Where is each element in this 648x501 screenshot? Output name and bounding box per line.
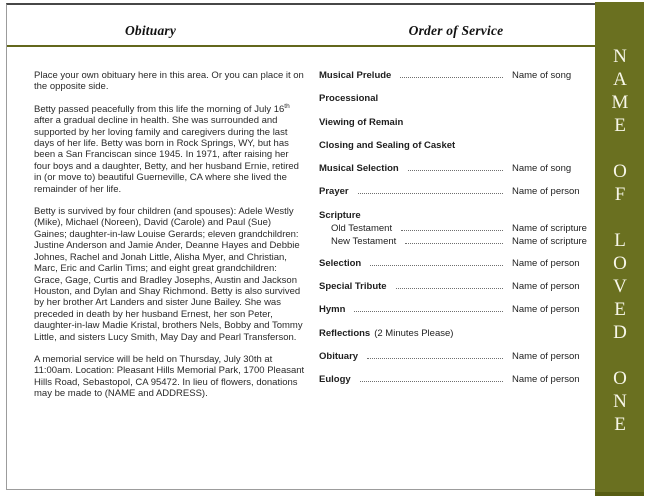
sidebar-banner [595,2,644,496]
service-row-scripture [319,210,596,222]
dot-leader [360,380,503,382]
order-of-service-title: Order of Service [408,23,504,38]
obituary-placeholder-paragraph: Place your own obituary here in this area. Or you can place it on the opposite side. [34,70,304,93]
service-row-selection [319,258,596,270]
order-of-service-column [319,70,596,411]
page-content [7,47,643,411]
service-row-note: (2 Minutes Please) [374,327,454,339]
service-row-label: Obituary [319,350,359,362]
sidebar-vertical-text: NAME OF LOVED ONE [609,46,631,437]
service-row-value: Name of scripture [512,235,587,247]
service-row-label: Viewing of Remain [319,116,404,128]
service-row-value: Name of scripture [512,222,587,234]
service-row-value: Name of person [512,186,580,198]
service-row-label: Old Testament [331,222,393,234]
service-row-prayer [319,186,596,198]
service-row-musical-prelude [319,70,596,82]
service-row-special-tribute [319,281,596,293]
service-row-value: Name of song [512,70,572,81]
obituary-title: Obituary [124,23,177,38]
dot-leader [401,229,503,231]
service-row-closing-and-sealing [319,140,596,152]
service-row-value: Name of person [512,374,580,386]
service-row-musical-selection [319,163,596,175]
obituary-column [34,70,306,411]
service-row-label: Scripture [319,209,361,221]
obituary-header-cell [7,22,294,45]
page-frame [6,3,643,490]
service-row-value: Name of person [512,257,580,269]
service-row-eulogy [319,374,596,386]
service-row-viewing-of-remain [319,117,596,129]
obituary-paragraph-family: Betty is survived by four children (and spouses): Adele Westly (Mike), Michael (Noreen), David (Carole) and Paul (Sue) Gaines; daughter-in-law Louise Gerards; eleven grandchildren: Justine Anderson and Jamie Ander, Deanne Hayes and Debbie Johnes, Rachel and Jonah Little, Alisha Myer, and Christian, Marc, Eric and Carlin Tims; and eight great grandchildren: Grace, Gage, Curtis and Bradley Josephs, Austin and Jackson Houston, and Dylan and Shay Richmond. Betty is also survived by her brother Art Landers and sister June Bailey. She was preceded in death by her husband Ernest, her son Peter, daughter-in-law Madie Kristal, brothers Nels, Bobby and Tommy Little, and sisters Lucy Smith, May Day and Pearl Transferson. [34,206,303,343]
service-row-reflections [319,328,596,340]
dot-leader [400,76,503,78]
obituary-paragraph-life-rest: after a gradual decline in health. She was surrounded and supported by her loving family and caregivers during the last days of her life. Betty was born in Rock Springs, WY, but has been a San Franciscan since 1945. In 1971, after raising her four boys and a daughter, Betty, and her husband Ernie, retired in (or move to) beautiful Guerneville, CA where she lived the remainder of her life. [34,115,299,195]
dot-leader [396,287,503,289]
service-row-label: Processional [319,93,379,105]
service-row-label: Musical Selection [319,163,399,175]
service-row-value: Name of person [512,281,580,293]
service-row-label: New Testament [331,235,397,247]
service-row-label: Prayer [319,186,349,198]
service-row-label: Closing and Sealing of Casket [319,139,456,151]
dot-leader [405,242,503,244]
service-row-obituary [319,351,596,363]
service-row-value: Name of person [512,304,580,316]
page-header [7,5,643,47]
service-row-processional [319,93,596,105]
obituary-paragraph-service-info: A memorial service will be held on Thursday, July 30th at 11:00am. Location: Pleasant Hills Memorial Park, 1700 Pleasant Hills Road, Sebastopol, CA 95472. In lieu of flowers, donations may be made to (NAME and ADDRESS). [34,353,305,400]
service-row-hymn [319,304,596,316]
obituary-paragraph-life [34,104,306,195]
service-row-label: Hymn [319,304,346,316]
service-row-old-testament [331,223,596,235]
service-row-label: Musical Prelude [319,70,392,81]
dot-leader [370,264,503,266]
service-row-value: Name of person [512,350,580,362]
dot-leader [408,169,503,171]
service-row-value: Name of song [512,163,572,175]
service-row-label: Special Tribute [319,281,387,293]
service-row-label: Reflections [319,327,371,339]
dot-leader [367,357,503,359]
service-row-label: Selection [319,257,362,269]
service-row-new-testament [331,236,596,248]
obituary-paragraph-life-start: Betty passed peacefully from this life the morning of July 16 [34,103,285,115]
dot-leader [358,192,503,194]
dot-leader [354,310,503,312]
ordinal-superscript: th [284,102,290,110]
order-of-service-header-cell [294,22,618,45]
service-row-label: Eulogy [319,374,351,386]
